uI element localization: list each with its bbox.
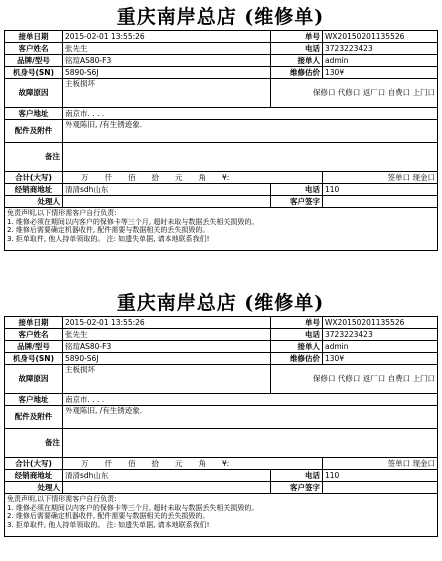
dealer-address-value: 清清sdh山东: [63, 470, 271, 482]
amount-unit: 仟: [104, 172, 112, 182]
amount-unit: 仟: [104, 458, 112, 468]
amount-unit: 元: [175, 172, 183, 182]
phone-label: 电话: [271, 43, 323, 55]
amount-units: [63, 458, 323, 470]
total-label: 合计(大写): [5, 458, 63, 470]
remark-label: 备注: [5, 143, 63, 172]
phone-label: 电话: [271, 329, 323, 341]
remark-label: 备注: [5, 429, 63, 458]
signature-value: [323, 196, 438, 208]
fault-value: 主板损坏: [63, 365, 271, 394]
order-no-label: 单号: [271, 317, 323, 329]
receiver-label: 接单人: [271, 341, 323, 353]
estimate-value: 130¥: [323, 353, 438, 365]
disclaimer-line: 1. 维修必须在期间以内客户的保修卡等三个月, 超时未取与数据丢失相关损毁的。: [7, 217, 259, 226]
phone-value: 3723223423: [323, 329, 438, 341]
address-label: 客户地址: [5, 394, 63, 406]
disclaimer: [5, 208, 438, 251]
handler-value: [63, 482, 271, 494]
dealer-phone-label: 电话: [271, 470, 323, 482]
disclaimer-line: 3. 拒单取件, 他人持单领取的。 注: 如遗失单据, 请本地联系我们!: [7, 234, 210, 243]
signature-label: 客户签字: [271, 196, 323, 208]
amount-unit: 元: [175, 458, 183, 468]
customer-label: 客户姓名: [5, 329, 63, 341]
dealer-address-value: 清清sdh山东: [63, 184, 271, 196]
accessories-label: 配件及附件: [5, 120, 63, 143]
accessories-label: 配件及附件: [5, 406, 63, 429]
dealer-phone-value: 110: [323, 470, 438, 482]
amount-unit: 佰: [128, 458, 136, 468]
brand-model-value: 铭瑄AS80-F3: [63, 341, 271, 353]
repair-table: [4, 316, 438, 537]
fault-value: 主板损坏: [63, 79, 271, 108]
accessories-value: 外观陈旧, /有生锈迹象.: [63, 406, 438, 429]
payment-options: 签单口 现金口: [323, 172, 438, 184]
phone-value: 3723223423: [323, 43, 438, 55]
date-label: 接单日期: [5, 317, 63, 329]
disclaimer-line: 2. 维修后需要确定机器收件, 配件需要与数据相关的丢失损毁的。: [7, 512, 210, 520]
amount-unit: 拾: [151, 172, 159, 182]
disclaimer-line: 2. 维修后需要确定机器收件, 配件需要与数据相关的丢失损毁的。: [7, 226, 210, 234]
remark-value: [63, 429, 438, 458]
disclaimer-line: 3. 拒单取件, 他人持单领取的。 注: 如遗失单据, 请本地联系我们!: [7, 520, 210, 529]
amount-units: [63, 172, 323, 184]
accessories-value: 外观陈旧, /有生锈迹象.: [63, 120, 438, 143]
order-no-value: WX20150201135526: [323, 317, 438, 329]
address-label: 客户地址: [5, 108, 63, 120]
receiver-value: admin: [323, 341, 438, 353]
amount-unit: 万: [81, 458, 89, 468]
serial-value: 5890-S6J: [63, 67, 271, 79]
form-title: 重庆南岸总店 (维修单): [116, 6, 325, 28]
disclaimer-line: 免责声明,以下情形需客户自行负责:: [7, 495, 117, 503]
disclaimer-line: 1. 维修必须在期间以内客户的保修卡等三个月, 超时未取与数据丢失相关损毁的。: [7, 503, 259, 512]
amount-unit: 角: [198, 172, 206, 182]
brand-model-label: 品牌/型号: [5, 341, 63, 353]
order-no-label: 单号: [271, 31, 323, 43]
disclaimer: [5, 494, 438, 537]
brand-model-value: 铭瑄AS80-F3: [63, 55, 271, 67]
serial-value: 5890-S6J: [63, 353, 271, 365]
address-value: 南京市. . . .: [63, 108, 438, 120]
fault-label: 故障原因: [5, 79, 63, 108]
amount-unit: ¥:: [222, 172, 230, 182]
handler-label: 处理人: [5, 482, 63, 494]
dealer-address-label: 经销商地址: [5, 470, 63, 482]
amount-unit: 拾: [151, 458, 159, 468]
repair-form-1: [4, 4, 437, 251]
signature-value: [323, 482, 438, 494]
estimate-label: 维修估价: [271, 67, 323, 79]
serial-label: 机身号(SN): [5, 353, 63, 365]
address-value: 南京市. . . .: [63, 394, 438, 406]
order-no-value: WX20150201135526: [323, 31, 438, 43]
date-value: 2015-02-01 13:55:26: [63, 31, 271, 43]
receiver-value: admin: [323, 55, 438, 67]
disclaimer-line: 免责声明,以下情形需客户自行负责:: [7, 209, 117, 217]
amount-unit: 角: [198, 458, 206, 468]
service-options: 保修口 代修口 返厂口 自费口 上门口: [271, 365, 438, 394]
customer-value: 张先生: [63, 43, 271, 55]
brand-model-label: 品牌/型号: [5, 55, 63, 67]
service-options: 保修口 代修口 返厂口 自费口 上门口: [271, 79, 438, 108]
amount-unit: 佰: [128, 172, 136, 182]
estimate-value: 130¥: [323, 67, 438, 79]
serial-label: 机身号(SN): [5, 67, 63, 79]
dealer-phone-label: 电话: [271, 184, 323, 196]
dealer-phone-value: 110: [323, 184, 438, 196]
remark-value: [63, 143, 438, 172]
repair-table: [4, 30, 438, 251]
receiver-label: 接单人: [271, 55, 323, 67]
customer-label: 客户姓名: [5, 43, 63, 55]
fault-label: 故障原因: [5, 365, 63, 394]
handler-value: [63, 196, 271, 208]
amount-unit: ¥:: [222, 458, 230, 468]
customer-value: 张先生: [63, 329, 271, 341]
date-label: 接单日期: [5, 31, 63, 43]
dealer-address-label: 经销商地址: [5, 184, 63, 196]
amount-unit: 万: [81, 172, 89, 182]
signature-label: 客户签字: [271, 482, 323, 494]
date-value: 2015-02-01 13:55:26: [63, 317, 271, 329]
repair-form-2: [4, 290, 437, 537]
form-title: 重庆南岸总店 (维修单): [116, 292, 325, 314]
payment-options: 签单口 现金口: [323, 458, 438, 470]
total-label: 合计(大写): [5, 172, 63, 184]
handler-label: 处理人: [5, 196, 63, 208]
estimate-label: 维修估价: [271, 353, 323, 365]
